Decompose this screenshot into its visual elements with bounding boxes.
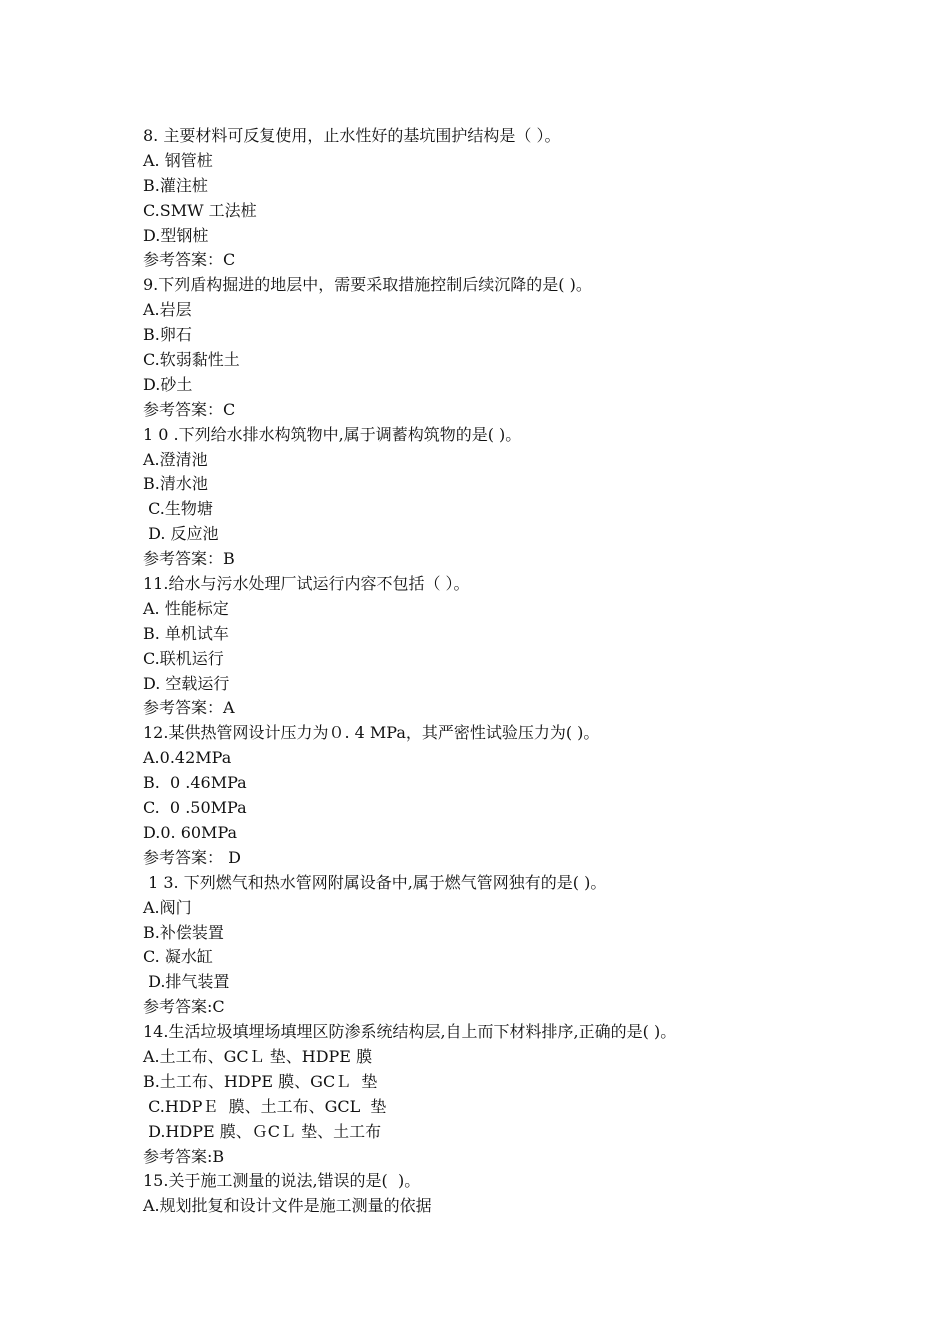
question-8-option-c: C.SMW 工法桩	[143, 200, 257, 220]
question-14-option-a: A.土工布、GCＬ 垫、HDPE 膜	[143, 1046, 373, 1066]
question-14-answer: 参考答案:B	[143, 1146, 225, 1166]
question-12-option-b: B. 0 .46MPa	[143, 773, 247, 793]
question-10-stem: 1 0 .下列给水排水构筑物中,属于调蓄构筑物的是( )。	[143, 424, 522, 444]
question-9-stem: 9.下列盾构掘进的地层中，需要采取措施控制后续沉降的是( )。	[143, 275, 592, 295]
question-11-answer: 参考答案：A	[143, 698, 235, 718]
question-13-option-a: A.阀门	[143, 897, 192, 917]
question-12-option-a: A.0.42MPa	[143, 748, 232, 768]
question-14-stem: 14.生活垃圾填埋场填埋区防渗系统结构层,自上而下材料排序,正确的是( )。	[143, 1022, 677, 1042]
question-8-answer: 参考答案：C	[143, 250, 236, 270]
question-14-option-d: D.HDPE 膜、ＧCＬ 垫、土工布	[143, 1121, 382, 1141]
question-10-option-b: B.清水池	[143, 474, 208, 494]
question-13-answer: 参考答案:C	[143, 997, 225, 1017]
question-10-option-c: C.生物塘	[143, 499, 213, 519]
question-13-option-c: C. 凝水缸	[143, 947, 213, 967]
question-15-stem: 15.关于施工测量的说法,错误的是( )。	[143, 1171, 421, 1191]
question-10-answer: 参考答案：B	[143, 549, 235, 569]
question-14-option-b: B.土工布、HDPE 膜、GCＬ 垫	[143, 1071, 378, 1091]
question-11-option-b: B. 单机试车	[143, 623, 229, 643]
question-8-option-d: D.型钢桩	[143, 225, 209, 245]
question-9-option-d: D.砂土	[143, 374, 193, 394]
question-15-option-a: A.规划批复和设计文件是施工测量的依据	[143, 1196, 432, 1216]
question-8-option-b: B.灌注桩	[143, 175, 208, 195]
question-9-option-b: B.卵石	[143, 325, 192, 345]
question-12-option-c: C. 0 .50MPa	[143, 798, 247, 818]
question-8-stem: 8. 主要材料可反复使用，止水性好的基坑围护结构是（ ）。	[143, 126, 561, 145]
question-13-option-b: B.补偿装置	[143, 922, 224, 942]
question-13-option-d: D.排气装置	[143, 972, 230, 992]
question-11-option-a: A. 性能标定	[143, 598, 229, 618]
document-body	[143, 124, 923, 1219]
question-8-option-a: A. 钢管桩	[143, 150, 213, 170]
question-11-option-d: D. 空载运行	[143, 673, 230, 693]
question-11-stem: 11.给水与污水处理厂试运行内容不包括（ ）。	[143, 574, 470, 594]
question-9-answer: 参考答案：C	[143, 399, 236, 419]
question-9-option-a: A.岩层	[143, 300, 192, 320]
question-10-option-a: A.澄清池	[143, 449, 208, 469]
question-10-option-d: D. 反应池	[143, 524, 219, 544]
question-12-answer: 参考答案： D	[143, 847, 241, 867]
question-13-stem: 1 3. 下列燃气和热水管网附属设备中,属于燃气管网独有的是( )。	[143, 872, 607, 892]
question-9-option-c: C.软弱黏性土	[143, 350, 240, 370]
question-14-option-c: C.HDPＥ 膜、土工布、GCL 垫	[143, 1096, 387, 1116]
question-12-stem: 12.某供热管网设计压力为０. 4 MPa，其严密性试验压力为( )。	[143, 723, 600, 743]
question-11-option-c: C.联机运行	[143, 648, 224, 668]
question-12-option-d: D.0. 60MPa	[143, 822, 238, 842]
